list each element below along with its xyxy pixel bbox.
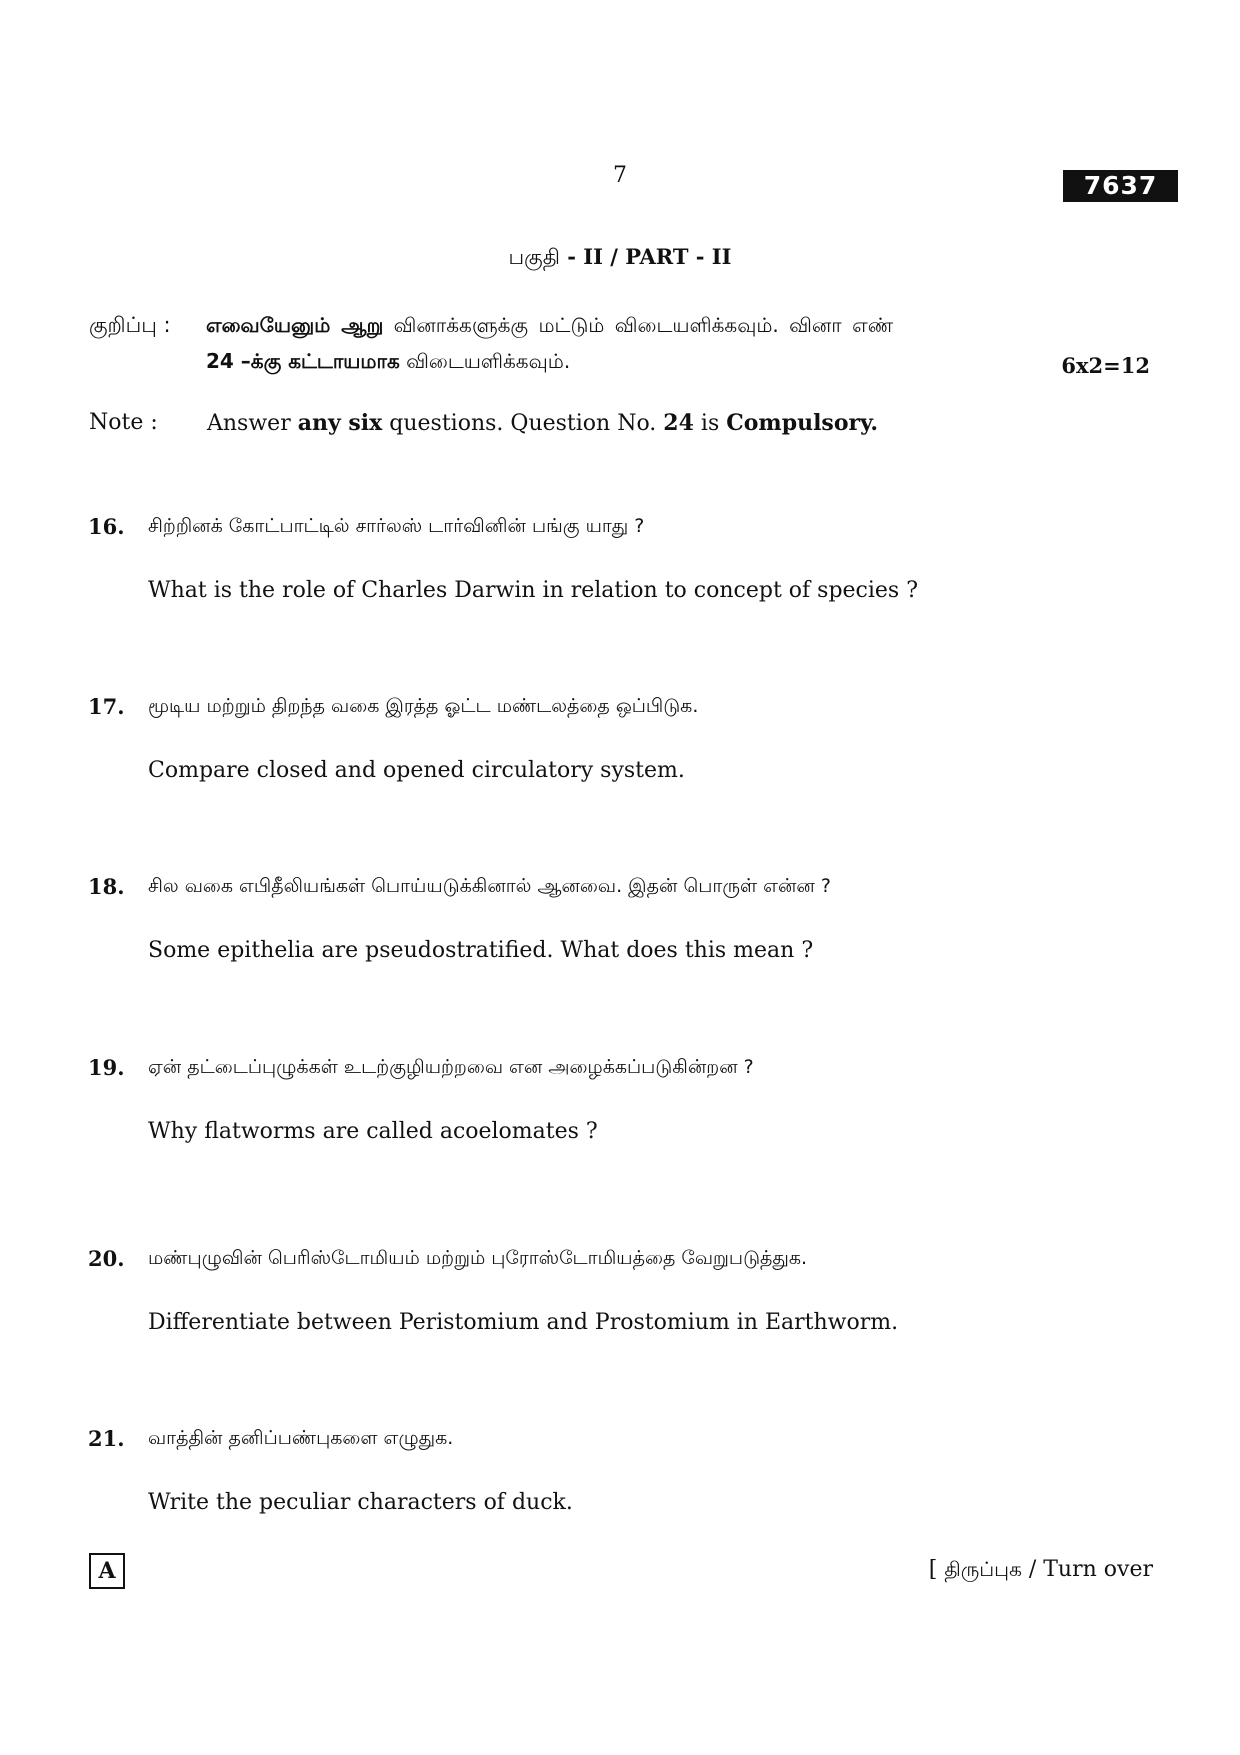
part-heading-english: - II / PART - II (559, 244, 732, 269)
question-text-tamil: மூடிய மற்றும் திறந்த வகை இரத்த ஓட்ட மண்டலத்தை ஒப்பிடுக. (148, 695, 699, 717)
turn-over-tamil: திருப்புக (944, 1557, 1022, 1581)
turn-over-english: / Turn over (1021, 1557, 1153, 1582)
part-heading-tamil: பகுதி (508, 245, 560, 269)
question-number: 20. (88, 1246, 125, 1271)
english-note-segment: is (693, 411, 727, 436)
marks-allocation: 6x2=12 (1061, 353, 1150, 378)
question-number: 17. (88, 694, 125, 719)
tamil-note-label: குறிப்பு : (89, 313, 171, 337)
tamil-note-line-1 (206, 313, 1106, 340)
question-text-tamil: சில வகை எபிதீலியங்கள் பொய்யடுக்கினால் ஆனவை. இதன் பொருள் என்ன ? (148, 875, 831, 897)
english-note-text (207, 410, 878, 436)
english-note-bold: Compulsory. (726, 410, 878, 436)
paper-code-badge: 7637 (1063, 170, 1178, 202)
question-text-tamil: சிற்றினக் கோட்பாட்டில் சார்லஸ் டார்வினின் பங்கு யாது ? (148, 515, 645, 537)
question-text-tamil: வாத்தின் தனிப்பண்புகளை எழுதுக. (148, 1427, 454, 1449)
part-heading (0, 244, 1240, 272)
question-number: 19. (88, 1055, 125, 1080)
question-text-english: Write the peculiar characters of duck. (148, 1490, 573, 1515)
english-note-segment: questions. Question No. (382, 411, 664, 436)
question-text-english: Why flatworms are called acoelomates ? (148, 1119, 598, 1144)
question-number: 16. (88, 514, 125, 539)
turn-over-bracket: [ (928, 1557, 945, 1582)
english-note-bold: 24 (663, 410, 694, 436)
question-text-english: Some epithelia are pseudostratified. What does this mean ? (148, 938, 814, 963)
turn-over-note (860, 1557, 1153, 1584)
question-text-english: Differentiate between Peristomium and Prostomium in Earthworm. (148, 1310, 899, 1335)
tamil-note-text-2: விடையளிக்கவும். (399, 349, 571, 373)
tamil-note-text-1: வினாக்களுக்கு மட்டும் விடையளிக்கவும். வினா எண் (383, 313, 894, 337)
english-note-segment: Answer (207, 411, 298, 436)
tamil-note-bold-1: எவையேனும் ஆறு (206, 313, 384, 337)
question-text-tamil: மண்புழுவின் பெரிஸ்டோமியம் மற்றும் புரோஸ்டோமியத்தை வேறுபடுத்துக. (148, 1247, 808, 1269)
english-note-label: Note : (89, 410, 158, 435)
question-text-english: What is the role of Charles Darwin in relation to concept of species ? (148, 578, 919, 603)
tamil-note-bold-2: 24 –க்கு கட்டாயமாக (206, 349, 400, 373)
english-note-bold: any six (297, 410, 383, 436)
version-box: A (89, 1553, 125, 1589)
question-number: 18. (88, 874, 125, 899)
tamil-note-line-2 (206, 349, 570, 376)
page-number: 7 (613, 163, 627, 188)
question-number: 21. (88, 1426, 125, 1451)
question-text-tamil: ஏன் தட்டைப்புழுக்கள் உடற்குழியற்றவை என அழைக்கப்படுகின்றன ? (148, 1056, 754, 1078)
question-text-english: Compare closed and opened circulatory system. (148, 758, 685, 783)
